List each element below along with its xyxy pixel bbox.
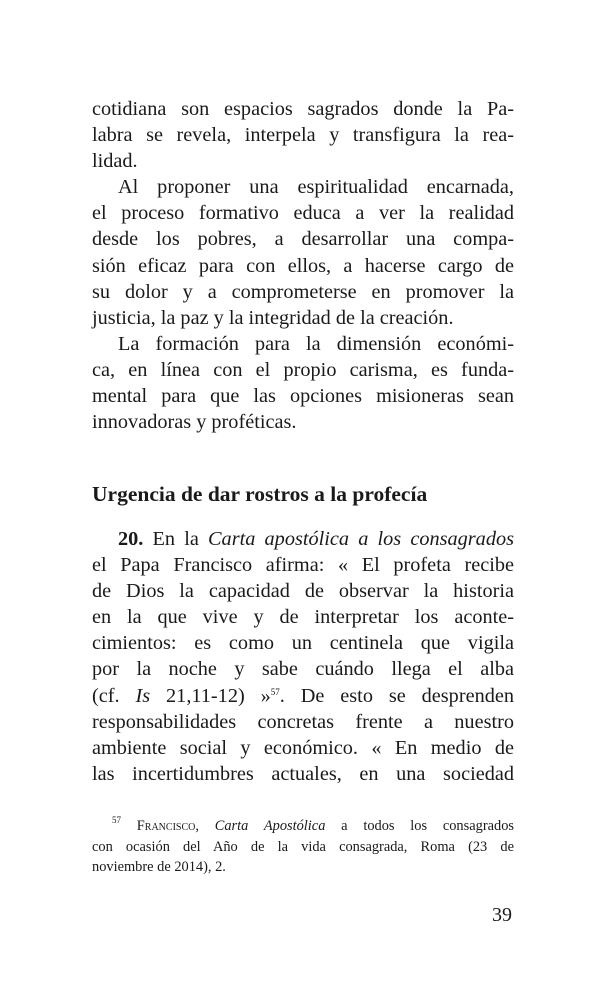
text-line: lidad. (92, 150, 138, 173)
footnote-author: Francisco (136, 818, 196, 834)
text-line: el proceso formativo educa a ver la realidad (92, 202, 514, 225)
text-line: en la que vive y de interpretar los aconte- (92, 606, 514, 629)
document-title: Carta apostólica a los consagrados (208, 528, 514, 550)
text-line: justicia, la paz y la integridad de la creación. (92, 306, 454, 329)
paragraph-20 (92, 526, 514, 787)
bible-book: Is (135, 684, 151, 707)
text-run: En la (143, 528, 209, 550)
text-line (92, 683, 514, 709)
footnote-line (92, 816, 514, 837)
footnote-line: con ocasión del Año de la vida consagrada, Roma (23 de (92, 838, 514, 855)
text-line: su dolor y a comprometerse en promover la (92, 280, 514, 303)
footnote-line: noviembre de 2014), 2. (92, 859, 226, 875)
text-run: (cf. (92, 684, 136, 707)
section-number: 20. (118, 528, 144, 550)
text-line: Al proponer una espiritualidad encarnada, (118, 176, 514, 199)
text-line: ambiente social y económico. « En medio de (92, 736, 514, 759)
page-number: 39 (492, 904, 512, 926)
text-run: . De esto se desprenden (279, 684, 515, 707)
footnote-marker: 57 (112, 815, 121, 825)
footnote (92, 816, 514, 878)
text-line: labra se revela, interpela y transfigura la rea- (92, 124, 514, 147)
text-run: 21,11-12) » (150, 684, 271, 707)
text-line: La formación para la dimensión económi- (118, 332, 514, 355)
text-line: cotidiana son espacios sagrados donde la Pa- (92, 98, 514, 120)
text-line: desde los pobres, a desarrollar una compa- (92, 228, 514, 251)
footnote-title: Carta Apostólica (214, 818, 326, 834)
section-heading: Urgencia de dar rostros a la profecía (92, 482, 428, 506)
paragraph-3 (92, 331, 514, 435)
text-line: de Dios la capacidad de observar la historia (92, 580, 514, 603)
text-line: el Papa Francisco afirma: « El profeta recibe (92, 554, 514, 577)
text-line: responsabilidades concretas frente a nuestro (92, 710, 514, 733)
text-line: mental para que las opciones misioneras sean (92, 385, 514, 408)
text-line: cimientos: es como un centinela que vigila (92, 632, 514, 655)
text-line: sión eficaz para con ellos, a hacerse cargo de (92, 254, 514, 277)
footnote-ref: 57 (270, 686, 280, 697)
paragraph-2 (92, 174, 514, 331)
section-20-text (92, 526, 514, 787)
text-run: , (195, 818, 215, 834)
text-line (92, 526, 514, 552)
text-line: innovadoras y proféticas. (92, 411, 297, 434)
paragraph-1 (92, 96, 514, 174)
text-run: a todos los consagrados (325, 818, 514, 834)
text-line: ca, en línea con el propio carisma, es funda- (92, 358, 514, 381)
text-line: por la noche y sabe cuándo llega el alba (92, 658, 514, 681)
body-text (92, 96, 514, 435)
text-line: las incertidumbres actuales, en una sociedad (92, 762, 514, 785)
